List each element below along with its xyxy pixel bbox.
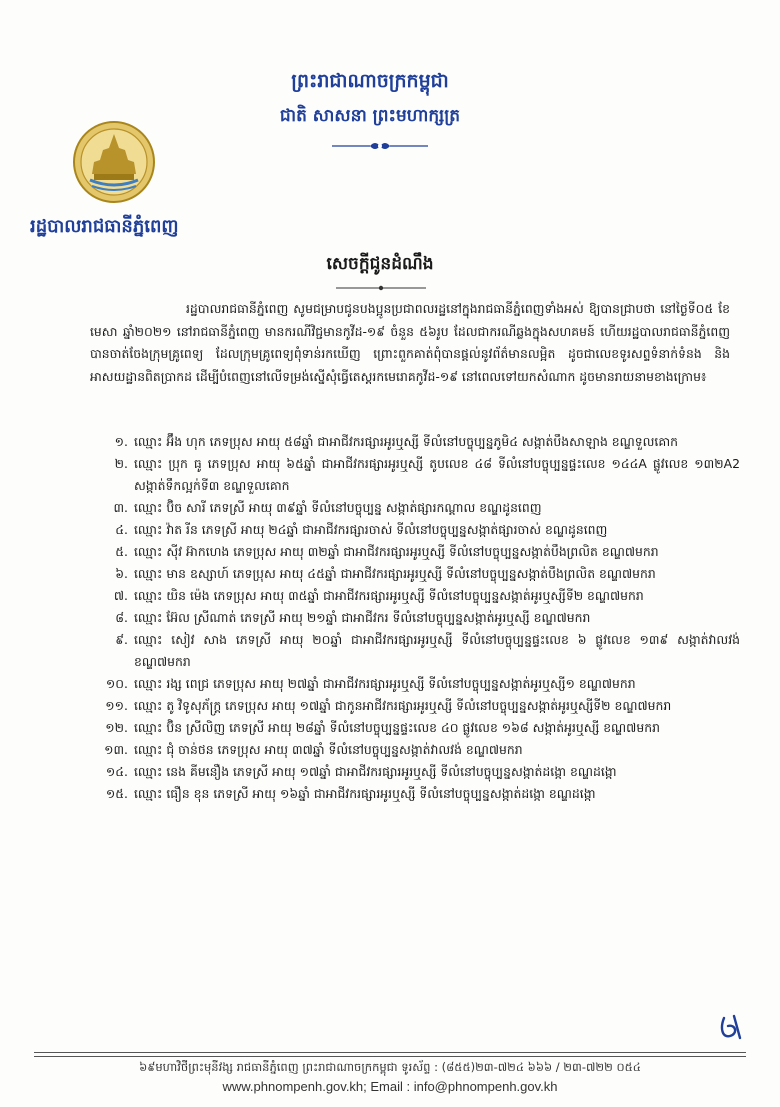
case-number: ៧. <box>113 588 128 603</box>
case-number: ៨. <box>115 610 128 625</box>
case-list <box>90 431 740 805</box>
case-text: ឈ្មោះ ស៊ីវ អ៊ាកហេង ភេទប្រុស អាយុ ៣២ឆ្នាំ ជាអាជីវករផ្សារអូរឬស្សី ទីលំនៅបច្ចុប្បន្នសង្កាត់បឹងព្រលិត ខណ្ឌ៧មករា <box>134 544 659 559</box>
case-text: ឈ្មោះ ធឿន ខុន ភេទស្រី អាយុ ១៦ឆ្នាំ ជាអាជីវករផ្សារអូរឬស្សី ទីលំនៅបច្ចុប្បន្នសង្កាត់ដង្កោ ខណ្ឌដង្កោ <box>134 786 596 801</box>
list-item <box>90 541 740 563</box>
case-number: ១៥. <box>105 786 128 801</box>
case-number: ១. <box>114 434 128 449</box>
list-item <box>90 453 740 497</box>
case-number: ៥. <box>115 544 128 559</box>
footer-divider <box>34 1052 746 1057</box>
case-number: ១៤. <box>105 764 128 779</box>
list-item <box>90 585 740 607</box>
list-item <box>90 761 740 783</box>
case-number: ៣. <box>113 500 128 515</box>
case-text: ឈ្មោះ អ៊ែល ស្រីណាត់ ភេទស្រី អាយុ ២១ឆ្នាំ ជាអាជីវករ ទីលំនៅបច្ចុប្បន្នសង្កាត់អូរឬស្សី ខណ្ឌ៧មករា <box>134 610 591 625</box>
case-text: ឈ្មោះ វ៉ាត រីន ភេទស្រី អាយុ ២៤ឆ្នាំ ជាអាជីវករផ្សារចាស់ ទីលំនៅបច្ចុប្បន្នសង្កាត់ផ្សារចាស់ ខណ្ឌដូនពេញ <box>134 522 608 537</box>
footer-contact: www.phnompenh.gov.kh; Email : info@phnompenh.gov.kh <box>222 1079 558 1094</box>
footer-address: ៦៩មហាវិថីព្រះមុនីវង្ស រាជធានីភ្នំពេញ ព្រះរាជាណាចក្រកម្ពុជា ទូរស័ព្ទ : (៨៥៥)២៣-៧២៤ ៦៦៦ / ២៣-៧២២ ០៥៤ <box>139 1060 641 1074</box>
case-number: ១៣. <box>104 742 128 757</box>
case-text: ឈ្មោះ រង្ស ពេជ្រ ភេទប្រុស អាយុ ២៧ឆ្នាំ ជាអាជីវករផ្សារអូរឬស្សី ទីលំនៅបច្ចុប្បន្នសង្កាត់អូរឬស្សី១ ខណ្ឌ៧មករា <box>134 676 636 691</box>
list-item <box>90 563 740 585</box>
list-item <box>90 695 740 717</box>
intro-paragraph: រដ្ឋបាលរាជធានីភ្នំពេញ សូមជម្រាបជូនបងប្អូនប្រជាពលរដ្ឋនៅក្នុងរាជធានីភ្នំពេញទាំងអស់ ឱ្យបានជ្រាបថា នៅថ្ងៃទី០៥ ខែមេសា ឆ្នាំ២០២១ នៅរាជធានីភ្នំពេញ មានករណីវិជ្ជមានកូវីដ-១៩ ចំនួន ៥៦រូប ដែលជាករណីឆ្លងក្នុងសហគមន៍ ហើយរដ្ឋបាលរាជធានីភ្នំពេញបានចាត់ចែងក្រុមគ្រូពេទ្យ ដែលក្រុមគ្រូពេទ្យពុំទាន់រកឃើញ ព្រោះពួកគាត់ពុំបានផ្ដល់នូវព័ត៌មានលម្អិត ដូចជាលេខទូរសព្ទទំនាក់ទំនង និងអាសយដ្ឋានពិតប្រាកដ ដើម្បីបំពេញនៅលើទម្រង់ស្នើសុំធ្វើតេស្តរកមេរោគកូវីដ-១៩ នៅពេលទៅយកសំណាក ដូចមានរាយនាមខាងក្រោម៖ <box>90 301 730 384</box>
case-text: ឈ្មោះ ជុំ ចាន់ថន ភេទប្រុស អាយុ ៣៧ឆ្នាំ ទីលំនៅបច្ចុប្បន្នសង្កាត់វាលវង់ ខណ្ឌ៧មករា <box>134 742 523 757</box>
list-item <box>90 739 740 761</box>
list-item <box>90 519 740 541</box>
list-item <box>90 673 740 695</box>
list-item <box>90 717 740 739</box>
ornament-divider-icon <box>330 139 430 153</box>
case-number: ១១. <box>105 698 128 713</box>
case-number: ៩. <box>115 632 128 647</box>
list-item <box>90 497 740 519</box>
list-item <box>90 783 740 805</box>
case-number: ៤. <box>115 522 128 537</box>
case-number: ៦. <box>115 566 128 581</box>
national-motto: ជាតិ សាសនា ព្រះមហាក្សត្រ <box>279 106 461 126</box>
case-text: ឈ្មោះ យិន ម៉េង ភេទប្រុស អាយុ ៣៥ឆ្នាំ ជាអាជីវករផ្សារអូរឬស្សី ទីលំនៅបច្ចុប្បន្នសង្កាត់អូរឬស្សីទី២ ខណ្ឌ៧មករា <box>134 588 644 603</box>
issuer-name: រដ្ឋបាលរាជធានីភ្នំពេញ <box>30 216 179 237</box>
case-text: ឈ្មោះ ប៊ិច សារី ភេទស្រី អាយុ ៣៩ឆ្នាំ ទីលំនៅបច្ចុប្បន្ន សង្កាត់ផ្សារកណ្ដាល ខណ្ឌដូនពេញ <box>134 500 542 515</box>
case-number: ១២. <box>105 720 128 735</box>
title-underline-icon <box>336 284 426 292</box>
case-number: ១០. <box>105 676 128 691</box>
list-item <box>90 431 740 453</box>
case-text: ឈ្មោះ មាន ឧស្សាហ៍ ភេទប្រុស អាយុ ៤៥ឆ្នាំ ជាអាជីវករផ្សារអូរឬស្សី ទីលំនៅបច្ចុប្បន្នសង្កាត់បឹងព្រលិត ខណ្ឌ៧មករា <box>134 566 656 581</box>
list-item <box>90 629 740 673</box>
list-item <box>90 607 740 629</box>
case-text: ឈ្មោះ ប៊ិន ស្រីលិញ ភេទស្រី អាយុ ២៨ឆ្នាំ ទីលំនៅបច្ចុប្បន្នផ្ទះលេខ ៤០ ផ្លូវលេខ ១៦៨ សង្កាត់អូរឬស្សី ខណ្ឌ៧មករា <box>134 720 660 735</box>
case-text: ឈ្មោះ សៀវ សាង ភេទស្រី អាយុ ២០ឆ្នាំ ជាអាជីវករផ្សារអូរឬស្សី ទីលំនៅបច្ចុប្បន្នផ្ទះលេខ ៦ ផ្លូវលេខ ១៣៩ សង្កាត់វាលវង់ ខណ្ឌ៧មករា <box>134 632 740 669</box>
municipal-seal-icon <box>72 120 156 204</box>
case-number: ២. <box>114 456 128 471</box>
case-text: ឈ្មោះ អ៊ឹង ហុក ភេទប្រុស អាយុ ៥៨ឆ្នាំ ជាអាជីវករផ្សារអូរឬស្សី ទីលំនៅបច្ចុប្បន្នភូមិ៤ សង្កាត់បឹងសាឡាង ខណ្ឌទួលគោក <box>134 434 679 449</box>
kingdom-heading: ព្រះរាជាណាចក្រកម្ពុជា <box>291 70 449 92</box>
case-text: ឈ្មោះ ប្រុក ធូ ភេទប្រុស អាយុ ៦៥ឆ្នាំ ជាអាជីវករផ្សារអូរឬស្សី តូបលេខ ៤៨ ទីលំនៅបច្ចុប្បន្នផ្ទះលេខ ១៤៤A ផ្លូវលេខ ១៣២A2 សង្កាត់ទឹកល្អក់ទី៣ ខណ្ឌទួលគោក <box>134 456 740 493</box>
document-title: សេចក្ដីជូនដំណឹង <box>326 254 434 274</box>
case-text: ឈ្មោះ នេង គីមនឿង ភេទស្រី អាយុ ១៧ឆ្នាំ ជាអាជីវករផ្សារអូរឬស្សី ទីលំនៅបច្ចុប្បន្នសង្កាត់ដង្កោ ខណ្ឌដង្កោ <box>134 764 617 779</box>
page-number-mark-icon <box>714 1012 754 1042</box>
case-text: ឈ្មោះ តូ វិទូសុភ័ក្រ្ត ភេទប្រុស អាយុ ១៧ឆ្នាំ ជាកូនអាជីវករផ្សារអូរឬស្សី ទីលំនៅបច្ចុប្បន្នសង្កាត់អូរឬស្សីទី២ ខណ្ឌ៧មករា <box>134 698 672 713</box>
